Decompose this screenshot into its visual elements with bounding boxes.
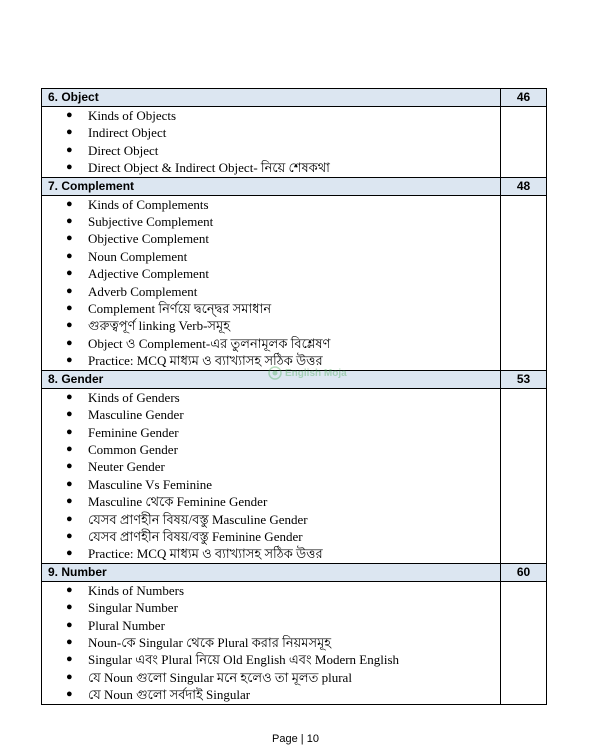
topic-item [66,458,500,475]
section-title: 6. Object [42,89,501,107]
topic-item [66,406,500,423]
section-title: 9. Number [42,563,501,581]
section-page-number: 48 [501,177,547,195]
topic-text: Masculine থেকে Feminine Gender [88,494,268,510]
section-items-row [42,388,547,563]
topic-text: Indirect Object [88,125,167,141]
topic-text: Common Gender [88,441,178,457]
section-items-cell [42,195,501,370]
topic-text: Kinds of Objects [88,108,177,123]
bullet-icon: ● [66,215,73,228]
topic-item [66,335,500,352]
topic-text: Kinds of Complements [88,196,209,212]
topic-item [66,617,500,634]
topic-item [66,424,500,441]
topic-list [42,389,500,563]
section-items-cell [42,107,501,178]
topic-item [66,265,500,282]
topic-text: Plural Number [88,617,165,633]
bullet-icon: ● [66,302,73,315]
bullet-icon: ● [66,354,73,367]
topic-item [66,248,500,265]
topic-text: যেসব প্রাণহীন বিষয়/বস্তু Feminine Gender [88,528,303,544]
topic-item [66,545,500,562]
topic-text: যেসব প্রাণহীন বিষয়/বস্তু Masculine Gender [88,511,308,527]
bullet-icon: ● [66,232,73,245]
watermark-text: English Moja [285,367,347,379]
topic-text: Neuter Gender [88,459,165,475]
bullet-icon: ● [66,601,73,614]
topic-text: Subjective Complement [88,214,214,230]
bullet-icon: ● [66,249,73,262]
topic-text: Direct Object [88,142,159,158]
bullet-icon: ● [66,390,73,403]
bullet-icon: ● [66,495,73,508]
bullet-icon: ● [66,547,73,560]
bullet-icon: ● [66,583,73,596]
bullet-icon: ● [66,284,73,297]
topic-item [66,669,500,686]
topic-item [66,389,500,406]
topic-text: Masculine Vs Feminine [88,476,212,492]
section-items-row [42,195,547,370]
topic-item [66,511,500,528]
section-title: 8. Gender [42,370,501,388]
section-page-cell-empty [501,581,547,704]
topic-text: Adjective Complement [88,266,209,282]
section-header-row [42,89,547,107]
section-items-cell [42,388,501,563]
topic-item [66,493,500,510]
bullet-icon: ● [66,161,73,174]
topic-item [66,142,500,159]
topic-item [66,441,500,458]
bullet-icon: ● [66,126,73,139]
bullet-icon: ● [66,442,73,455]
topic-text: যে Noun গুলো Singular মনে হলেও তা মূলত plural [88,669,352,685]
section-header-row [42,370,547,388]
topic-item [66,528,500,545]
topic-text: Object ও Complement-এর তুলনামূলক বিশ্লেষণ [88,335,331,351]
topic-item [66,582,500,599]
section-page-cell-empty [501,388,547,563]
topic-item [66,476,500,493]
topic-item [66,634,500,651]
section-items-row [42,581,547,704]
topic-item [66,651,500,668]
bullet-icon: ● [66,618,73,631]
section-page-number: 60 [501,563,547,581]
topic-item [66,196,500,213]
section-page-cell-empty [501,195,547,370]
bullet-icon: ● [66,688,73,701]
topic-list [42,582,500,704]
bullet-icon: ● [66,143,73,156]
bullet-icon: ● [66,408,73,421]
section-items-row [42,107,547,178]
bullet-icon: ● [66,529,73,542]
topic-text: Direct Object & Indirect Object- নিয়ে শেষকথা [88,160,330,176]
bullet-icon: ● [66,460,73,473]
section-title: 7. Complement [42,177,501,195]
topic-item [66,686,500,703]
bullet-icon: ● [66,653,73,666]
topic-list [42,196,500,370]
topic-item [66,107,500,124]
bullet-icon: ● [66,267,73,280]
section-items-cell [42,581,501,704]
bullet-icon: ● [66,425,73,438]
topic-text: Noun Complement [88,248,188,264]
topic-item [66,230,500,247]
bullet-icon: ● [66,512,73,525]
section-page-number: 46 [501,89,547,107]
bullet-icon: ● [66,635,73,648]
topic-text: Complement নির্ণয়ে দ্বন্দ্বের সমাধান [88,301,272,317]
section-header-row [42,563,547,581]
topic-text: Practice: MCQ মাধ্যম ও ব্যাখ্যাসহ সঠিক উত্তর [88,353,323,369]
bullet-icon: ● [66,197,73,210]
section-page-number: 53 [501,370,547,388]
topic-text: Singular এবং Plural নিয়ে Old English এবং Modern English [88,652,400,668]
topic-text: Singular Number [88,600,178,616]
topic-text: গুরুত্বপূর্ণ linking Verb-সমূহ [88,318,231,334]
topic-item [66,159,500,176]
topic-text: Objective Complement [88,231,209,247]
topic-text: Feminine Gender [88,424,179,440]
bullet-icon: ● [66,319,73,332]
topic-text: Noun-কে Singular থেকে Plural করার নিয়মসমূহ [88,634,332,650]
topic-text: যে Noun গুলো সর্বদাই Singular [88,687,251,703]
section-page-cell-empty [501,107,547,178]
bullet-icon: ● [66,336,73,349]
topic-list [42,107,500,177]
topic-text: Practice: MCQ মাধ্যম ও ব্যাখ্যাসহ সঠিক উত্তর [88,546,323,562]
section-header-row [42,177,547,195]
topic-text: Kinds of Genders [88,389,180,405]
topic-item [66,599,500,616]
bullet-icon: ● [66,109,73,121]
topic-text: Kinds of Numbers [88,582,185,598]
page-footer: Page | 10 [272,733,319,745]
topic-text: Adverb Complement [88,283,198,299]
topic-item [66,283,500,300]
topic-item [66,213,500,230]
topic-item [66,352,500,369]
toc-table [41,88,547,705]
topic-text: Masculine Gender [88,407,184,423]
bullet-icon: ● [66,477,73,490]
topic-item [66,124,500,141]
topic-item [66,300,500,317]
bullet-icon: ● [66,670,73,683]
topic-item [66,317,500,334]
